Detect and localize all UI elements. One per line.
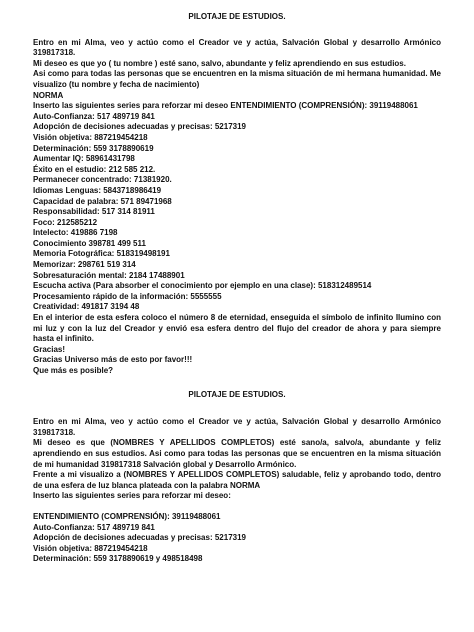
text-line: Foco: 212585212 (33, 217, 98, 227)
text-line: Auto-Confianza: 517 489719 841 (33, 111, 155, 121)
blank-line (33, 502, 441, 512)
text-line: Éxito en el estudio: 212 585 212. (33, 164, 156, 174)
text-line: Visión objetiva: 887219454218 (33, 132, 148, 142)
text-line: Entro en mi Alma, veo y actúo como el Creador ve y actúa, Salvación Global y desarrollo Armónico 319817318. (33, 417, 441, 437)
text-line: Frente a mi visualizo a (NOMBRES Y APELLIDOS COMPLETOS) saludable, feliz y aprobando todo, dentro de una esfera de luz blanca plateada con la palabra NORMA (33, 470, 441, 490)
text-line: Mi deseo es que (NOMBRES Y APELLIDOS COMPLETOS) esté sano/a, salvo/a, abundante y feliz aprendiendo en sus estudios. Asi como para todas las personas que se encuentren en la misma situación de mi humanidad 319817318 Salvación global y Desarrollo Armónico. (33, 438, 441, 469)
text-line: Mi deseo es que yo ( tu nombre ) esté sano, salvo, abundante y feliz aprendiendo en sus estudios. (33, 58, 406, 68)
text-line: Asi como para todas las personas que se encuentren en la misma situación de mi hermana humanidad. Me visualizo (tu nombre y fecha de nacimiento) (33, 69, 441, 89)
text-line: Procesamiento rápido de la información: 5555555 (33, 291, 222, 301)
text-line: ENTENDIMIENTO (COMPRENSIÓN): 39119488061 (33, 511, 221, 521)
section1-body (33, 38, 441, 377)
text-line: Que más es posible? (33, 366, 114, 375)
text-line: Gracias Universo más de esto por favor!!! (33, 355, 193, 365)
section2-body-series (33, 512, 441, 565)
text-line: Capacidad de palabra: 571 89471968 (33, 196, 172, 206)
text-line: Adopción de decisiones adecuadas y precisas: 5217319 (33, 533, 246, 543)
text-line: Conocimiento 398781 499 511 (33, 238, 146, 248)
text-line: Determinación: 559 3178890619 (33, 143, 154, 153)
text-line: Creatividad: 491817 3194 48 (33, 302, 140, 312)
text-line: Memoria Fotográfica: 518319498191 (33, 249, 170, 259)
text-line: Entro en mi Alma, veo y actúo como el Creador ve y actúa, Salvación Global y desarrollo Armónico 319817318. (33, 37, 441, 58)
text-line: En el interior de esta esfera coloco el número 8 de eternidad, enseguida el símbolo de infinito Ilumino con mi luz y con la luz del Creador y envió esa esfera dentro del flujo del creador de ahora y para siempre hasta el infinito. (33, 313, 441, 344)
section2-body-intro (33, 417, 441, 502)
text-line: Sobresaturación mental: 2184 17488901 (33, 270, 185, 280)
text-line: Intelecto: 419886 7198 (33, 228, 118, 238)
text-line: Determinación: 559 3178890619 y 498518498 (33, 554, 203, 564)
text-line: Responsabilidad: 517 314 81911 (33, 207, 155, 217)
text-line: Visión objetiva: 887219454218 (33, 543, 148, 553)
text-line: Memorizar: 298761 519 314 (33, 260, 136, 270)
text-line: Adopción de decisiones adecuadas y precisas: 5217319 (33, 122, 246, 132)
section1-title: PILOTAJE DE ESTUDIOS. (188, 12, 286, 21)
text-line: Idiomas Lenguas: 5843718986419 (33, 185, 162, 195)
text-line: Escucha activa (Para absorber el conocimiento por ejemplo en una clase): 518312489514 (33, 281, 372, 291)
text-line: Inserto las siguientes series para reforzar mi deseo: (33, 491, 231, 501)
text-line: Auto-Confianza: 517 489719 841 (33, 522, 155, 532)
text-line: Gracias! (33, 344, 66, 354)
text-line: Aumentar IQ: 58961431798 (33, 154, 135, 164)
section2-title: PILOTAJE DE ESTUDIOS. (188, 389, 286, 399)
text-line: NORMA (33, 90, 64, 100)
text-line: Permanecer concentrado: 71381920. (33, 175, 172, 185)
text-line: Inserto las siguientes series para reforzar mi deseo ENTENDIMIENTO (COMPRENSIÓN): 39119488061 (33, 101, 418, 111)
